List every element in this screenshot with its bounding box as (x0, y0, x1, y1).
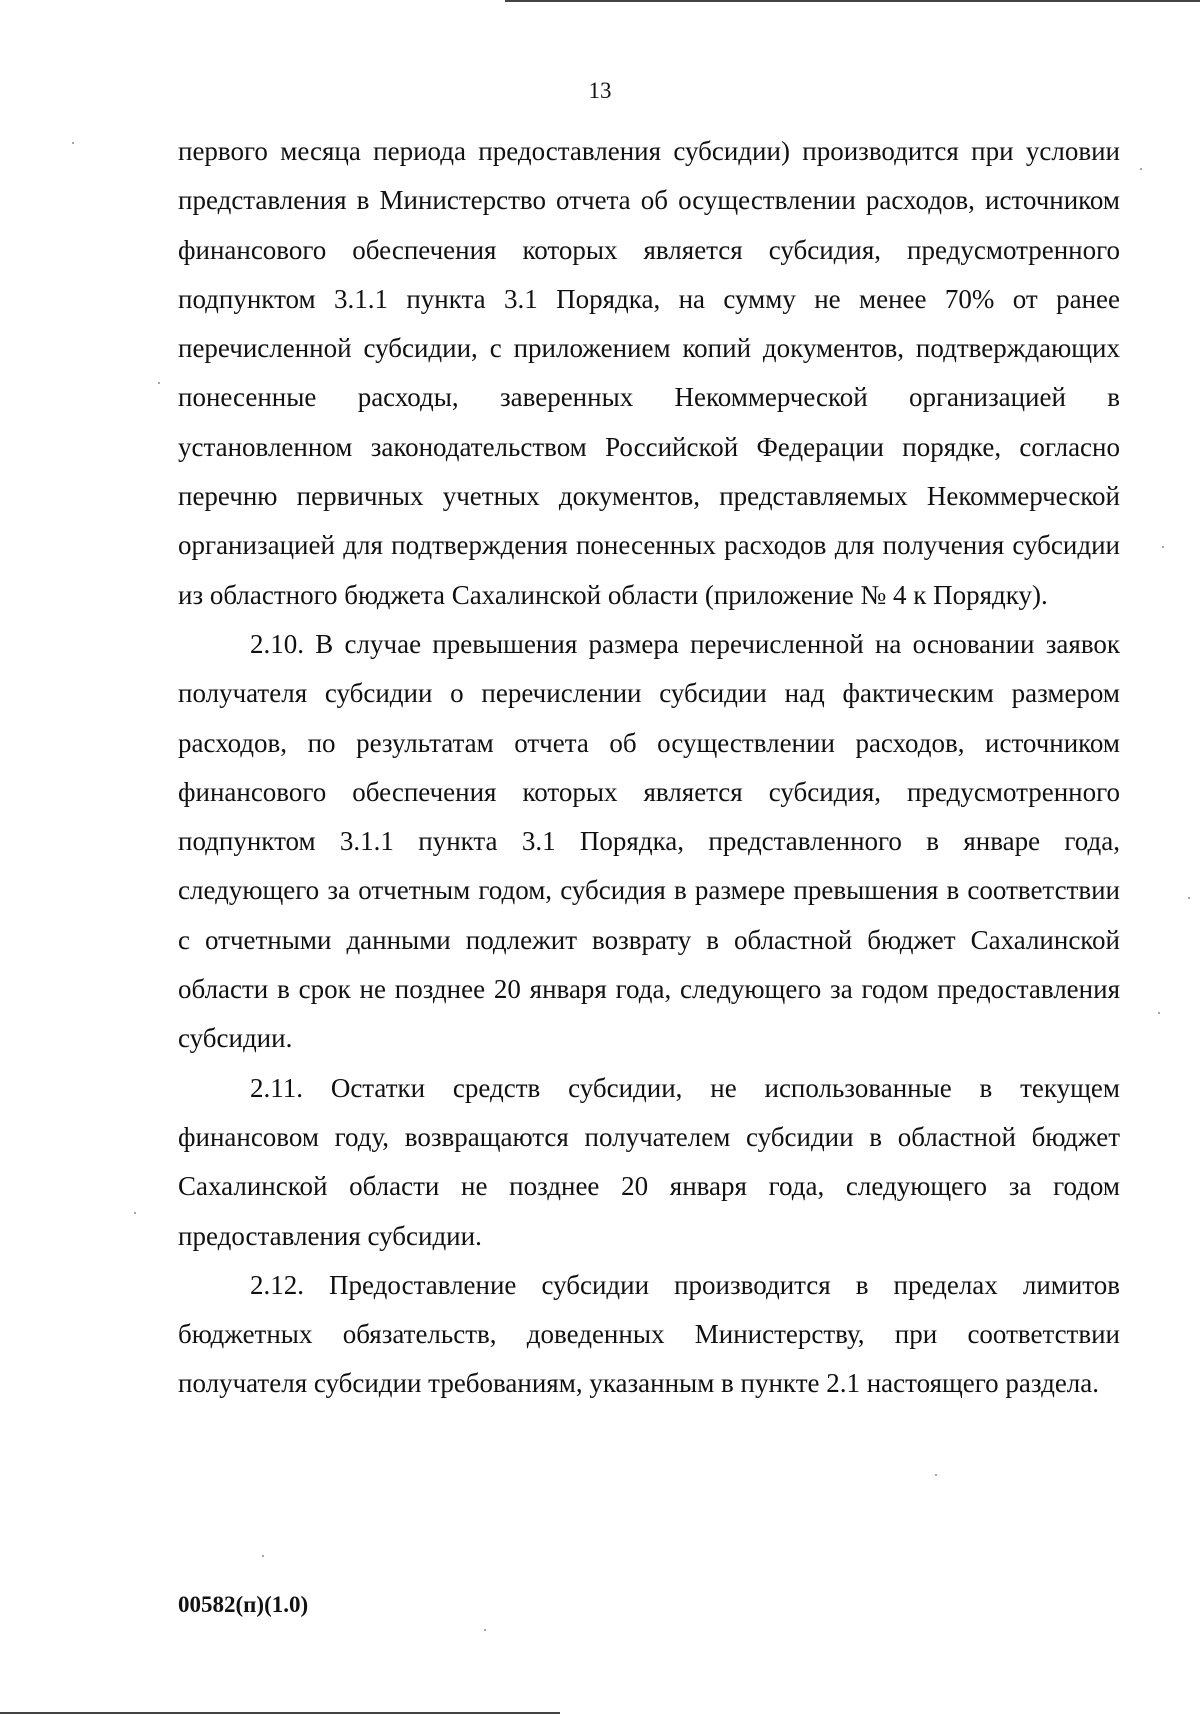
scan-speck (1140, 168, 1142, 170)
scan-speck (134, 1212, 136, 1214)
scan-speck (1162, 546, 1164, 548)
page-number: 13 (588, 78, 612, 103)
scan-speck (158, 382, 160, 384)
scan-speck (262, 1555, 264, 1557)
paragraph-2-12: 2.12. Предоставление субсидии производится в пределах лимитов бюджетных обязательств, доведенных Министерству, при соответствии получателя субсидии требованиям, указанным в пункте 2.1 настоящего раздела. (178, 1269, 1120, 1399)
scan-edge-bottom (0, 1712, 560, 1714)
paragraph-2-11: 2.11. Остатки средств субсидии, не использованные в текущем финансовом году, возвращаются получателем субсидии в областной бюджет Сахалинской области не позднее 20 января года, следующего за годом предоставления субсидии. (178, 1072, 1120, 1251)
document-body (178, 127, 1120, 1409)
scan-edge-top (505, 0, 1200, 2)
paragraph-continuation: первого месяца периода предоставления субсидии) производится при условии представления в Министерство отчета об осуществлении расходов, источником финансового обеспечения которых является субсидия, предусмотренного подпунктом 3.1.1 пункта 3.1 Порядка, на сумму не менее 70% от ранее перечисленной субсидии, с приложением копий документов, подтверждающих понесенные расходы, заверенных Некоммерческой организацией в установленном законодательством Российской Федерации порядке, согласно перечню первичных учетных документов, представляемых Некоммерческой организацией для подтверждения понесенных расходов для получения субсидии из областного бюджета Сахалинской области (приложение № 4 к Порядку). (178, 136, 1120, 610)
paragraph-2-10: 2.10. В случае превышения размера перечисленной на основании заявок получателя субсидии о перечислении субсидии над фактическим размером расходов, по результатам отчета об осуществлении расходов, источником финансового обеспечения которых является субсидия, предусмотренного подпунктом 3.1.1 пункта 3.1 Порядка, представленного в январе года, следующего за отчетным годом, субсидия в размере превышения в соответствии с отчетными данными подлежит возврату в областной бюджет Сахалинской области в срок не позднее 20 января года, следующего за годом предоставления субсидии. (178, 628, 1120, 1054)
scan-speck (72, 142, 74, 144)
scan-speck (935, 1474, 937, 1476)
scan-speck (1188, 897, 1190, 899)
scan-speck (1158, 1012, 1160, 1014)
scan-speck (484, 1629, 486, 1631)
document-code: 00582(п)(1.0) (178, 1592, 309, 1617)
